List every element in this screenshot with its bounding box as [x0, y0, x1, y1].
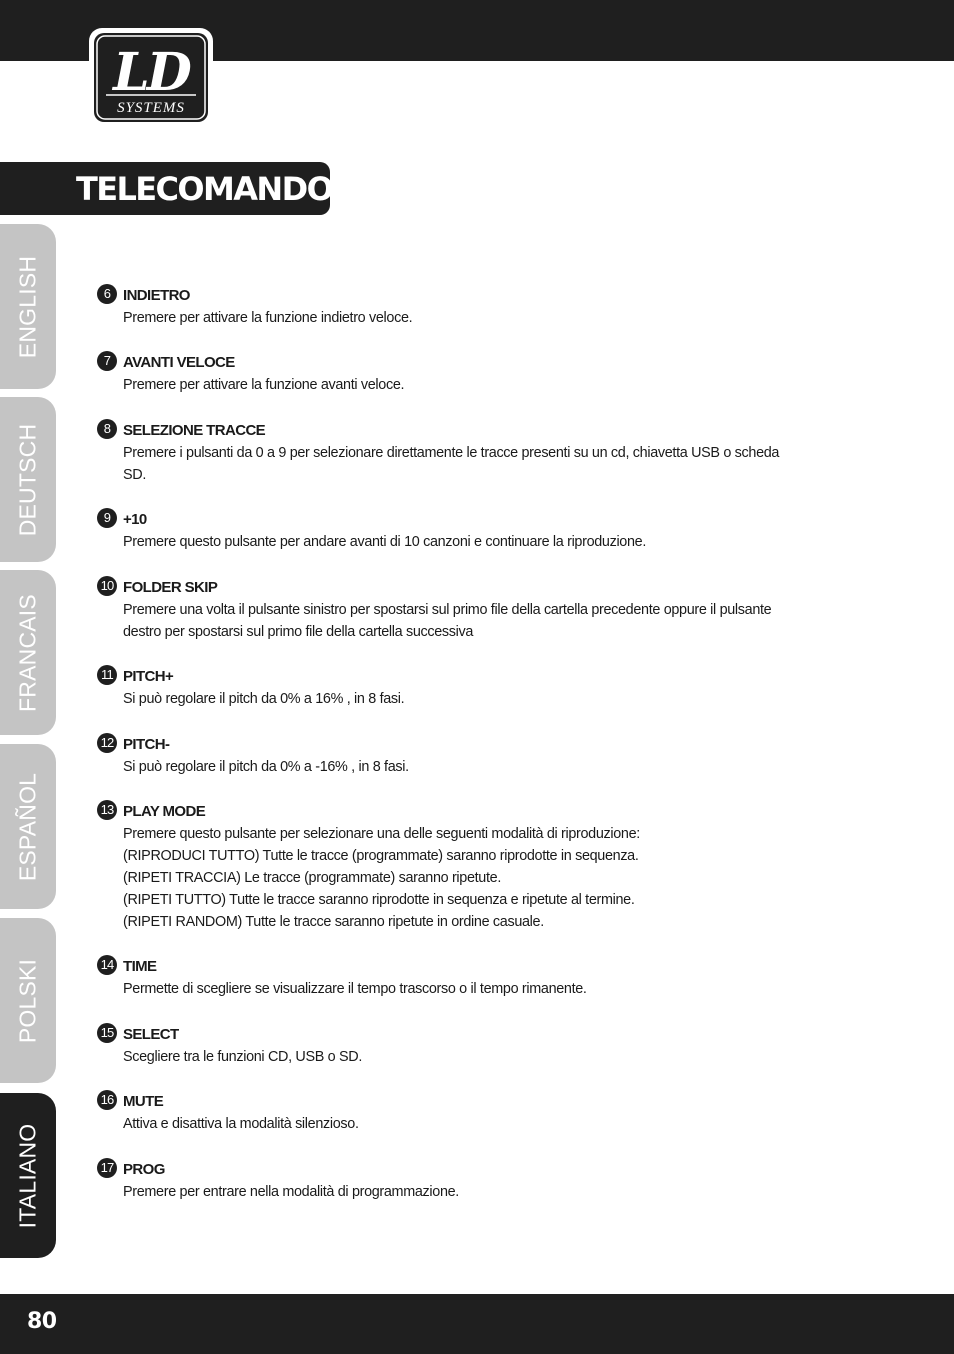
item-description-line: Permette di scegliere se visualizzare il tempo trascorso o il tempo rimanente. — [123, 980, 587, 997]
section-title-text: TELECOMANDO — [76, 170, 333, 208]
tab-francais[interactable] — [0, 570, 56, 735]
list-item — [97, 577, 877, 643]
item-description — [123, 374, 847, 396]
list-item — [97, 352, 877, 396]
item-description — [123, 1046, 847, 1068]
tab-english-label: ENGLISH — [14, 255, 41, 358]
item-number-badge: 13 — [97, 800, 117, 820]
item-description — [123, 823, 847, 933]
item-description — [123, 688, 847, 710]
item-number-badge: 6 — [97, 284, 117, 304]
item-number-badge: 7 — [97, 351, 117, 371]
item-description-line: Premere per entrare nella modalità di programmazione. — [123, 1183, 459, 1200]
item-description-line: (RIPETI TRACCIA) Le tracce (programmate) saranno ripetute. — [123, 869, 501, 886]
tab-espanol-label: ESPAÑOL — [14, 772, 41, 881]
item-number-badge: 17 — [97, 1158, 117, 1178]
item-description-line: Premere questo pulsante per andare avanti di 10 canzoni e continuare la riproduzione. — [123, 533, 647, 550]
item-title: PROG — [123, 1161, 165, 1178]
item-title: SELEZIONE TRACCE — [123, 422, 266, 439]
tab-italiano[interactable] — [0, 1093, 56, 1258]
item-description-line: Premere per attivare la funzione indietro veloce. — [123, 309, 413, 326]
logo-plate — [94, 33, 208, 122]
item-description — [123, 531, 847, 553]
item-number-badge: 8 — [97, 419, 117, 439]
item-title: +10 — [123, 511, 147, 528]
item-description-line: Attiva e disattiva la modalità silenzioso. — [123, 1115, 359, 1132]
item-number-badge: 12 — [97, 733, 117, 753]
item-description — [123, 307, 847, 329]
item-title: SELECT — [123, 1026, 179, 1043]
item-description-line: Premere per attivare la funzione avanti veloce. — [123, 376, 405, 393]
item-description-line: Scegliere tra le funzioni CD, USB o SD. — [123, 1048, 363, 1065]
bottom-bar — [0, 1294, 954, 1354]
item-description-line: Si può regolare il pitch da 0% a -16% , in 8 fasi. — [123, 758, 409, 775]
item-title: PITCH+ — [123, 668, 174, 685]
list-item — [97, 420, 877, 486]
item-number-badge: 10 — [97, 576, 117, 596]
item-description-line: SD. — [123, 466, 147, 483]
list-item — [97, 285, 877, 329]
list-item — [97, 1091, 877, 1135]
item-description-line: Premere una volta il pulsante sinistro per spostarsi sul primo file della cartella precedente oppure il pulsante — [123, 601, 772, 618]
item-description-line: Premere i pulsanti da 0 a 9 per selezionare direttamente le tracce presenti su un cd, chiavetta USB o scheda — [123, 444, 780, 461]
list-item — [97, 666, 877, 710]
section-title-colon: : — [334, 177, 342, 207]
list-item — [97, 1024, 877, 1068]
logo-brand: LD — [113, 42, 189, 103]
page-number: 80 — [27, 1309, 57, 1334]
section-title — [76, 166, 341, 215]
list-item — [97, 734, 877, 778]
item-number-badge: 11 — [97, 665, 117, 685]
tab-polski-label: POLSKI — [14, 958, 41, 1043]
item-title: INDIETRO — [123, 287, 190, 304]
item-description-line: (RIPRODUCI TUTTO) Tutte le tracce (programmate) saranno riprodotte in sequenza. — [123, 847, 639, 864]
item-title: TIME — [123, 958, 157, 975]
list-item — [97, 509, 877, 553]
item-title: PLAY MODE — [123, 803, 206, 820]
logo-graphic — [94, 33, 208, 122]
tab-francais-label: FRANCAIS — [14, 593, 41, 712]
item-description — [123, 1181, 847, 1203]
item-title: PITCH- — [123, 736, 170, 753]
tab-polski[interactable] — [0, 918, 56, 1083]
item-description — [123, 978, 847, 1000]
ld-systems-logo — [89, 28, 213, 127]
item-title: FOLDER SKIP — [123, 579, 218, 596]
item-title: AVANTI VELOCE — [123, 354, 235, 371]
item-description-line: Premere questo pulsante per selezionare una delle seguenti modalità di riproduzione: — [123, 825, 640, 842]
tab-deutsch[interactable] — [0, 397, 56, 562]
item-number-badge: 16 — [97, 1090, 117, 1110]
tab-deutsch-label: DEUTSCH — [14, 423, 41, 536]
item-number-badge: 15 — [97, 1023, 117, 1043]
list-item — [97, 801, 877, 933]
item-title: MUTE — [123, 1093, 164, 1110]
item-description-line: Si può regolare il pitch da 0% a 16% , in 8 fasi. — [123, 690, 405, 707]
item-description — [123, 756, 847, 778]
item-description — [123, 599, 847, 643]
list-item — [97, 1159, 877, 1203]
item-description — [123, 1113, 847, 1135]
item-description-line: destro per spostarsi sul primo file della cartella successiva — [123, 623, 474, 640]
item-description — [123, 442, 847, 486]
tab-espanol[interactable] — [0, 744, 56, 909]
logo-sub: SYSTEMS — [117, 100, 185, 116]
tab-english[interactable] — [0, 224, 56, 389]
list-item — [97, 956, 877, 1000]
tab-italiano-label: ITALIANO — [14, 1123, 41, 1228]
item-number-badge: 9 — [97, 508, 117, 528]
item-description-line: (RIPETI RANDOM) Tutte le tracce saranno ripetute in ordine casuale. — [123, 913, 544, 930]
item-description-line: (RIPETI TUTTO) Tutte le tracce saranno riprodotte in sequenza e ripetute al termine. — [123, 891, 635, 908]
item-number-badge: 14 — [97, 955, 117, 975]
